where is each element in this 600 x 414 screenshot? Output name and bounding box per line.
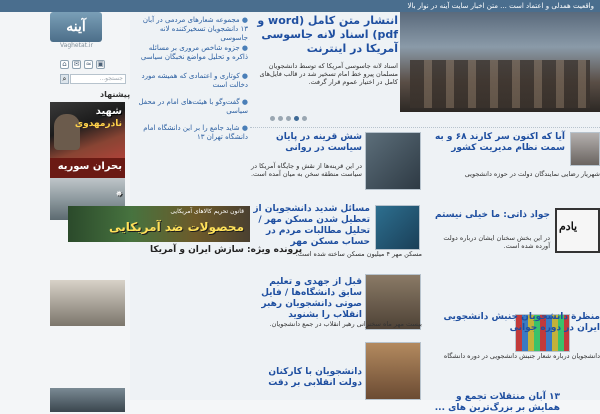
- slider-pager: [270, 116, 307, 121]
- products-title: محصولات ضد آمریکایی: [109, 220, 244, 234]
- road-caption: ⛯: [116, 190, 122, 198]
- mid-link[interactable]: ● مجموعه شعارهای مردمی در آبان ۱۳ دانشجویان تسخیرکننده لانه جاسوسی: [142, 16, 248, 42]
- feed-summary: بیست مهر ماه سخنرانی رهبر انقلاب در جمع دانشجویان.: [269, 320, 422, 328]
- feed-thumb[interactable]: [365, 342, 421, 400]
- feed-headline[interactable]: ۱۳ آبان منتقلات تجمع و همایش بر بزرگ‌ترین های ...: [434, 392, 560, 413]
- print-icon[interactable]: ▣: [97, 60, 104, 68]
- syria-banner[interactable]: [50, 158, 125, 178]
- martyr-banner[interactable]: [50, 102, 125, 160]
- martyr-name: نادرمهدوی: [74, 119, 122, 129]
- feed-summary: مسکن مهر ۴ میلیون مسکن ساخته شده است.: [295, 250, 422, 258]
- main-column: [250, 12, 600, 413]
- feature-summary: اسناد لانه جاسوسی آمریکا که توسط دانشجویان مسلمان پیرو خط امام تسخیر شد در قالب فایل‌های کامل در اختیار عموم قرار گرفت.: [259, 62, 398, 86]
- search-input[interactable]: جستجو...: [70, 74, 126, 84]
- mid-link[interactable]: ● جزوه شاخص مروری بر مسائله ذاکره و تحلیل مواضع نخبگان سیاسی: [140, 44, 248, 61]
- site-logo[interactable]: آینه: [50, 12, 102, 42]
- feed-headline[interactable]: قبل از جهدی و تعلیم سابق دانشگاه‌ها / فایل صوتی دانشجویان رهبر انقلاب را بشنوید: [261, 277, 362, 320]
- pager-dot[interactable]: [278, 116, 283, 121]
- feed-thumb[interactable]: [555, 208, 600, 253]
- pager-dot-active[interactable]: [294, 116, 299, 121]
- rss-icon[interactable]: ≈: [85, 60, 92, 68]
- feed-thumb[interactable]: [570, 132, 600, 166]
- feed-thumb[interactable]: [365, 132, 421, 190]
- feed-summary: شهریار رضایی نمایندگان دولت در حوزه دانشجویی: [464, 170, 600, 178]
- news-photo[interactable]: [50, 280, 125, 326]
- feed-headline[interactable]: مسائل شدید دانشجویان از تعطیل شدن مسکن مهر / تحلیل مطالبات مردم در حساب مسکن مهر: [253, 204, 370, 247]
- feed-headline[interactable]: شش قرینه در پایان سیاست در روانی: [276, 132, 362, 153]
- home-icon[interactable]: ⌂: [60, 60, 69, 69]
- mid-link[interactable]: ● کوتاری و اعتمادی که همیشه مورد دخالت است: [141, 72, 248, 89]
- feed-headline[interactable]: دانشجویان با کارکنان دولت انقلابی بر دقت: [268, 367, 362, 388]
- feature-photo-figures: [410, 60, 590, 108]
- pager-dot[interactable]: [286, 116, 291, 121]
- news-photo-2[interactable]: [50, 388, 125, 412]
- top-ticker: واقعیت همدلی و اعتماد است ... متن اخبار سایت آینه در نوار بالا: [0, 0, 600, 12]
- toolbar: [60, 60, 105, 69]
- site-domain: Vaghetat.ir: [60, 42, 94, 49]
- mid-link[interactable]: ● گفت‌وگو با هیئت‌های امام در محفل سیاسی: [138, 98, 248, 115]
- divider: [250, 127, 600, 128]
- feed-headline[interactable]: جواد ذاتی: ما خیلی نیستم: [435, 210, 550, 220]
- feature-image[interactable]: [400, 12, 600, 112]
- martyr-title: شهید: [95, 106, 122, 117]
- search-button[interactable]: ⌕: [60, 74, 69, 84]
- suggest-heading: پیشنهاد: [100, 90, 131, 99]
- products-banner[interactable]: [68, 206, 250, 242]
- feed-headline[interactable]: آیا که اکنون سر کارند ۶۸ و به سمت نظام مدیریت کشور: [434, 132, 565, 153]
- feed-thumb[interactable]: [375, 205, 420, 250]
- products-sub: قانون تحریم کالاهای آمریکایی: [170, 208, 244, 215]
- pager-dot[interactable]: [302, 116, 307, 121]
- feed-summary: در این قرینه‌ها از نقش و جایگاه آمریکا در سیاست منطقه سخن به میان آمده است.: [250, 162, 362, 178]
- feed-summary: در این بخش سخنان ایشان درباره دولت آورده شده است.: [443, 234, 550, 250]
- feature-headline[interactable]: انتشار متن کامل (word و pdf) اسناد لانه جاسوسی آمریکا در اینترنت: [257, 14, 398, 55]
- special-file-heading[interactable]: پرونده ویژه: سازش ایران و آمریکا: [150, 245, 303, 255]
- mail-icon[interactable]: ✉: [73, 60, 80, 68]
- feed-summary: دانشجویان درباره شعار جنبش دانشجویی در دوره دانشگاه: [443, 352, 600, 360]
- syria-title: بحران سوریه: [57, 161, 122, 172]
- pager-dot[interactable]: [270, 116, 275, 121]
- mid-link[interactable]: ● شاید جامع را بر این دانشگاه امام دانشگاه تهران ۱۳: [143, 124, 248, 141]
- feed-headline[interactable]: منظرة دانشجویان جنبش دانشجویی ایران در دوره جوانی: [443, 312, 600, 333]
- name-logo: یادم: [559, 220, 578, 233]
